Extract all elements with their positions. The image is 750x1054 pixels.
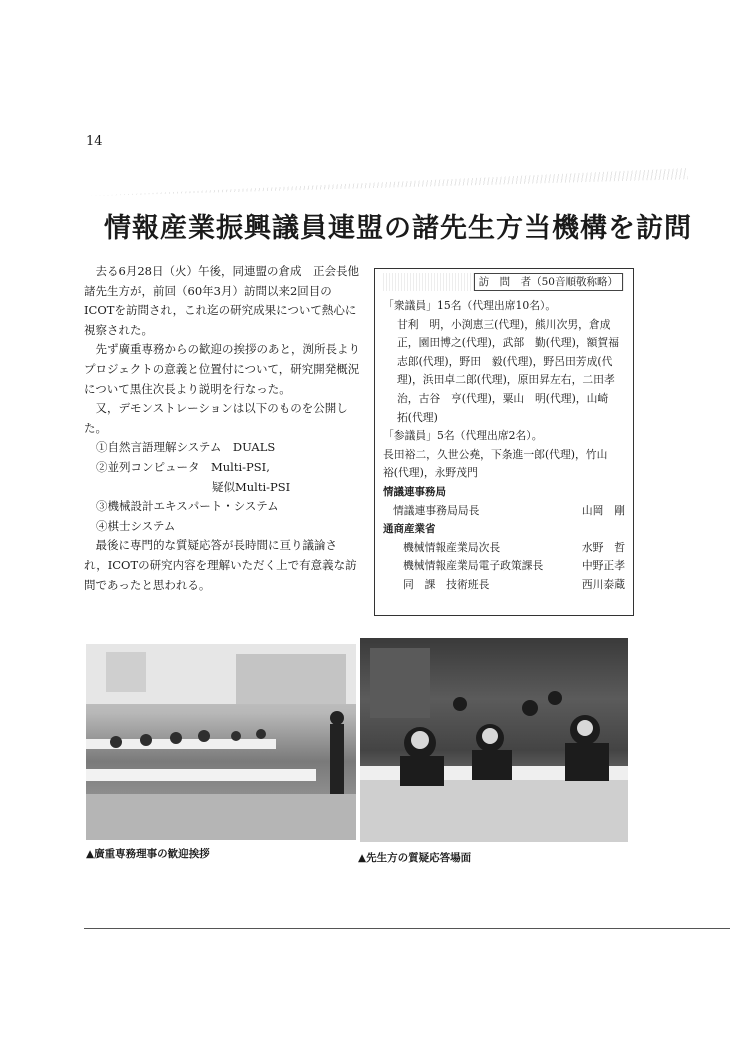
demo-item: 疑似Multi-PSI [212,479,291,494]
scan-texture [88,168,688,196]
member-names: 甘利 明，小渕恵三(代理)，熊川次男，倉成 正，園田博之(代理)，武部 勤(代理)，額賀福志郎(代理)，野田 毅(代理)，野呂田芳成(代理)，浜田卓二郎(代理)，原田昇左右，二田孝治，古谷 亨(代理)，粟山 明(代理)，山崎 拓(代理) [397,317,622,424]
official-row [383,539,625,558]
footer-rule [84,928,730,929]
official-title: 機械情報産業局次長 [403,540,501,554]
official-name: 水野 哲 [581,540,625,554]
demo-item: ④棋士システム [96,518,176,533]
paragraph: 最後に専門的な質疑応答が長時間に亘り議論され，ICOTの研究内容を理解いただく上で有意義な訪問であったと思われる。 [84,538,357,592]
qa-photo-graphic [360,638,628,842]
official-title: 情議連事務局局長 [393,503,480,517]
visitors-box [374,268,634,616]
org-heading: 通商産業省 [383,523,436,536]
paragraph: 又，デモンストレーションは以下のものを公開した。 [84,401,348,435]
qa-photo-caption: ▲先生方の質疑応答場面 [358,852,472,864]
welcome-photo-caption: ▲廣重専務理事の歓迎挨拶 [86,848,210,860]
member-names: 長田裕二，久世公堯，下条進一郎(代理)，竹山 裕(代理)，永野茂門 [383,447,619,480]
official-row [383,576,625,595]
official-name: 西川泰蔵 [581,577,625,591]
official-name: 中野正孝 [581,559,625,573]
house-label: 「参議員」5名（代理出席2名）。 [383,429,543,443]
visitors-header [383,273,625,291]
official-name: 山岡 剛 [581,503,625,517]
paragraph: 去る6月28日（火）午後，同連盟の倉成 正会長他諸先生方が，前回（60年3月）訪問以来2回目のICOTを訪問され，これ迄の研究成果について熱心に視察された。 [84,264,359,337]
org-heading: 情議連事務局 [383,485,446,498]
house-label: 「衆議員」15名（代理出席10名）。 [383,299,557,312]
welcome-photo [86,644,356,840]
demo-item: ②並列コンピュータ Multi-PSI, [96,459,270,474]
demo-item: ①自然言語理解システム DUALS [96,440,276,455]
page-number: 14 [86,134,103,149]
welcome-photo-graphic [86,644,356,840]
official-title: 同 課 技術班長 [403,577,490,591]
qa-photo [360,638,628,842]
demo-item: ③機械設計エキスパート・システム [96,499,279,514]
paragraph: 先ず廣重専務からの歓迎の挨拶のあと，渕所長よりプロジェクトの意義と位置付について，研究開発概況について黒住次長より説明を行なった。 [84,342,360,396]
official-title: 機械情報産業局電子政策課長 [403,559,544,573]
official-row [383,502,625,521]
visitors-header-label: 訪 問 者（50音順敬称略） [474,273,623,291]
official-row [383,557,625,576]
article-title: 情報産業振興議員連盟の諸先生方当機構を訪問 [104,213,692,244]
article-body [84,262,360,595]
